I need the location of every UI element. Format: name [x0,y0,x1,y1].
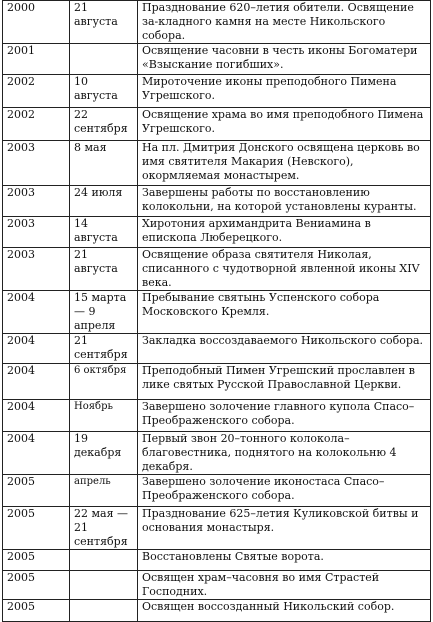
table-row [3,507,431,550]
date-cell: 21 сентября [70,334,138,364]
year-cell: 2003 [3,186,70,217]
date-cell [70,44,138,75]
table-row [3,108,431,141]
year-cell: 2005 [3,475,70,507]
event-cell: Закладка воссоздаваемого Никольского собора. [138,334,431,364]
date-cell: 24 июля [70,186,138,217]
year-cell: 2000 [3,1,70,44]
date-cell: 19 декабря [70,432,138,475]
date-cell: 22 мая — 21 сентября [70,507,138,550]
table-row [3,217,431,248]
year-cell: 2004 [3,291,70,334]
event-cell: Освящение часовни в честь иконы Богоматери «Взыскание погибших». [138,44,431,75]
event-cell: Восстановлены Святые ворота. [138,550,431,571]
event-cell: Завершено золочение иконостаса Спасо–Преображенского собора. [138,475,431,507]
date-cell: апрель [70,475,138,507]
year-cell: 2002 [3,75,70,108]
date-cell: 15 марта — 9 апреля [70,291,138,334]
date-cell [70,600,138,622]
table-row [3,186,431,217]
event-cell: Пребывание святынь Успенского собора Московского Кремля. [138,291,431,334]
table-row [3,571,431,600]
date-cell: Ноябрь [70,400,138,432]
event-cell: Освящен воссозданный Никольский собор. [138,600,431,622]
date-cell [70,550,138,571]
table-row [3,364,431,400]
year-cell: 2005 [3,550,70,571]
table-row [3,291,431,334]
table-row [3,475,431,507]
chronology-table [2,0,431,622]
table-row [3,550,431,571]
table-row [3,248,431,291]
year-cell: 2004 [3,364,70,400]
event-cell: Освящение образа святителя Николая, списанного с чудотворной явленной иконы XIV века. [138,248,431,291]
date-cell: 21 августа [70,1,138,44]
event-cell: На пл. Дмитрия Донского освящена церковь во имя святителя Макария (Невского), окормляемая монастырем. [138,141,431,186]
table-row [3,44,431,75]
date-cell: 10 августа [70,75,138,108]
event-cell: Освящен храм–часовня во имя Страстей Господних. [138,571,431,600]
date-cell: 14 августа [70,217,138,248]
table-row [3,600,431,622]
event-cell: Освящение храма во имя преподобного Пимена Угрешского. [138,108,431,141]
event-cell: Хиротония архимандрита Вениамина в епископа Люберецкого. [138,217,431,248]
table-row [3,75,431,108]
table-row [3,141,431,186]
event-cell: Завершены работы по восстановлению колокольни, на которой установлены куранты. [138,186,431,217]
event-cell: Завершено золочение главного купола Спасо–Преображенского собора. [138,400,431,432]
date-cell [70,571,138,600]
year-cell: 2004 [3,400,70,432]
year-cell: 2002 [3,108,70,141]
year-cell: 2004 [3,334,70,364]
date-cell: 22 сентября [70,108,138,141]
year-cell: 2003 [3,217,70,248]
table-row [3,432,431,475]
table-row [3,1,431,44]
year-cell: 2004 [3,432,70,475]
date-cell: 6 октября [70,364,138,400]
year-cell: 2005 [3,600,70,622]
event-cell: Празднование 620–летия обители. Освящение за-кладного камня на месте Никольского собора. [138,1,431,44]
table-row [3,334,431,364]
year-cell: 2003 [3,141,70,186]
event-cell: Преподобный Пимен Угрешский прославлен в лике святых Русской Православной Церкви. [138,364,431,400]
event-cell: Первый звон 20–тонного колокола–благовестника, поднятого на колокольню 4 декабря. [138,432,431,475]
year-cell: 2005 [3,571,70,600]
event-cell: Мироточение иконы преподобного Пимена Угрешского. [138,75,431,108]
date-cell: 21 августа [70,248,138,291]
date-cell: 8 мая [70,141,138,186]
year-cell: 2001 [3,44,70,75]
event-cell: Празднование 625–летия Куликовской битвы и основания монастыря. [138,507,431,550]
table-row [3,400,431,432]
year-cell: 2003 [3,248,70,291]
year-cell: 2005 [3,507,70,550]
